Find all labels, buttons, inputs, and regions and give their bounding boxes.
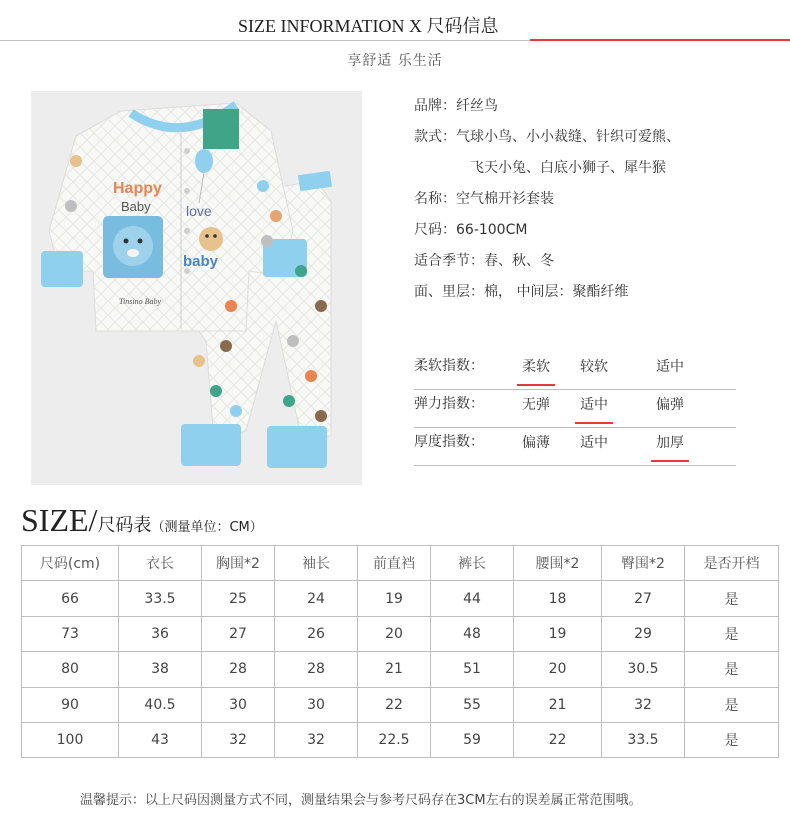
print-signature: Tinsino Baby <box>119 297 162 306</box>
page-title: SIZE INFORMATION X 尺码信息 <box>238 16 499 36</box>
table-cell: 30.5 <box>602 652 685 687</box>
table-cell: 28 <box>202 652 275 687</box>
index-option-selected: 柔软 <box>522 356 550 376</box>
thickness-index <box>414 428 736 466</box>
table-cell: 43 <box>119 722 202 757</box>
table-cell: 48 <box>431 616 514 651</box>
column-header: 臀围*2 <box>602 546 685 581</box>
table-cell: 是 <box>685 652 779 687</box>
table-cell: 44 <box>431 581 514 616</box>
page-subtitle: 享舒适 乐生活 <box>347 53 443 69</box>
index-block <box>414 352 736 466</box>
table-cell: 32 <box>602 687 685 722</box>
column-header: 胸围*2 <box>202 546 275 581</box>
index-label: 弹力指数： <box>414 396 484 412</box>
column-header: 尺码(cm) <box>22 546 119 581</box>
column-header: 前直裆 <box>358 546 431 581</box>
softness-index <box>414 352 736 390</box>
table-row <box>22 652 779 687</box>
table-row <box>22 581 779 616</box>
table-cell: 29 <box>602 616 685 651</box>
table-cell: 19 <box>514 616 602 651</box>
column-header: 袖长 <box>275 546 358 581</box>
table-row <box>22 616 779 651</box>
size-title-en: SIZE/ <box>21 502 98 538</box>
size-unit-note: （测量单位：CM） <box>151 520 263 535</box>
table-cell: 19 <box>358 581 431 616</box>
table-cell: 22 <box>514 722 602 757</box>
table-cell: 22.5 <box>358 722 431 757</box>
green-plaid-rabbit-icon <box>203 109 239 149</box>
table-cell: 59 <box>431 722 514 757</box>
table-header-row <box>22 546 779 581</box>
table-cell: 51 <box>431 652 514 687</box>
table-cell: 28 <box>275 652 358 687</box>
index-option: 适中 <box>580 435 608 451</box>
table-cell: 18 <box>514 581 602 616</box>
table-cell: 21 <box>358 652 431 687</box>
size-title-cn: 尺码表 <box>97 515 152 536</box>
table-cell: 27 <box>202 616 275 651</box>
print-baby: Baby <box>121 199 151 214</box>
info-size: 尺码：66-100CM <box>414 222 528 238</box>
print-love: love <box>186 203 212 219</box>
table-cell: 33.5 <box>602 722 685 757</box>
info-style: 款式：气球小鸟、小小裁缝、针织可爱熊、 <box>414 129 680 145</box>
table-cell: 是 <box>685 616 779 651</box>
size-table-title <box>21 502 263 539</box>
info-name: 名称：空气棉开衫套装 <box>414 191 554 207</box>
table-cell: 73 <box>22 616 119 651</box>
product-photo <box>31 91 362 485</box>
index-option-selected: 加厚 <box>656 432 684 452</box>
table-cell: 21 <box>514 687 602 722</box>
table-cell: 32 <box>202 722 275 757</box>
table-cell: 30 <box>202 687 275 722</box>
table-cell: 22 <box>358 687 431 722</box>
column-header: 衣长 <box>119 546 202 581</box>
table-cell: 27 <box>602 581 685 616</box>
size-table <box>21 545 779 758</box>
table-cell: 20 <box>358 616 431 651</box>
pajama-set-illustration <box>31 91 362 485</box>
table-cell: 38 <box>119 652 202 687</box>
column-header: 是否开档 <box>685 546 779 581</box>
table-row <box>22 722 779 757</box>
footnote: 温馨提示：以上尺码因测量方式不同，测量结果会与参考尺码存在3CM左右的误差属正常范围哦。 <box>80 793 642 808</box>
table-cell: 36 <box>119 616 202 651</box>
table-cell: 55 <box>431 687 514 722</box>
product-info <box>414 96 680 313</box>
info-style-continued: 飞天小兔、白底小狮子、犀牛猴 <box>470 160 666 176</box>
table-cell: 32 <box>275 722 358 757</box>
table-cell: 是 <box>685 581 779 616</box>
table-cell: 40.5 <box>119 687 202 722</box>
column-header: 腰围*2 <box>514 546 602 581</box>
print-baby-2: baby <box>183 253 219 270</box>
index-option: 偏弹 <box>656 397 684 413</box>
index-option: 适中 <box>656 359 684 375</box>
info-season: 适合季节：春、秋、冬 <box>414 253 554 269</box>
index-option: 偏薄 <box>522 435 550 451</box>
header-accent-line <box>530 39 790 41</box>
table-cell: 80 <box>22 652 119 687</box>
index-option-selected: 适中 <box>580 394 608 414</box>
table-cell: 20 <box>514 652 602 687</box>
table-cell: 100 <box>22 722 119 757</box>
table-cell: 是 <box>685 687 779 722</box>
table-cell: 24 <box>275 581 358 616</box>
print-happy: Happy <box>113 180 162 197</box>
table-cell: 66 <box>22 581 119 616</box>
index-label: 柔软指数： <box>414 358 484 374</box>
elasticity-index <box>414 390 736 428</box>
table-cell: 90 <box>22 687 119 722</box>
table-cell: 26 <box>275 616 358 651</box>
table-cell: 33.5 <box>119 581 202 616</box>
index-label: 厚度指数： <box>414 434 484 450</box>
info-material: 面、里层：棉， 中间层：聚酯纤维 <box>414 284 629 300</box>
table-cell: 是 <box>685 722 779 757</box>
column-header: 裤长 <box>431 546 514 581</box>
header-divider <box>0 40 530 41</box>
table-cell: 30 <box>275 687 358 722</box>
info-brand: 品牌：纤丝鸟 <box>414 98 498 114</box>
index-option: 较软 <box>580 359 608 375</box>
table-cell: 25 <box>202 581 275 616</box>
index-option: 无弹 <box>522 397 550 413</box>
table-row <box>22 687 779 722</box>
